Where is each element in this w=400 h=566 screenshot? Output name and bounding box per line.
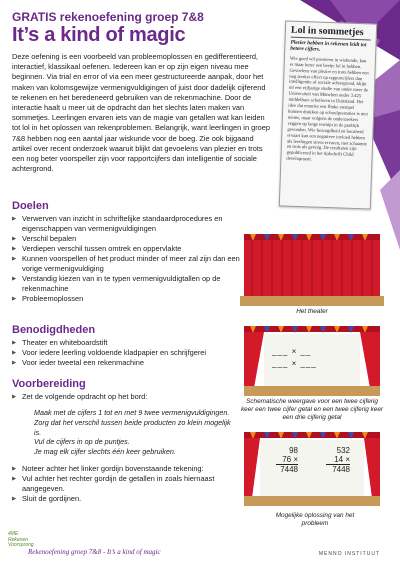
solution-right-mid: 14 × (326, 455, 350, 465)
solution-left-top: 98 (289, 446, 298, 455)
quote-line: Maak met de cijfers 1 tot en met 9 twee vermenigvuldigingen. (34, 408, 230, 417)
theater-solution-figure (240, 428, 384, 508)
benodigdheden-list (12, 338, 232, 368)
list-item: ▶ Voor ieder tweetal een rekenmachine (12, 358, 232, 368)
footer-brand: MENNO INSTITUUT (318, 551, 380, 557)
intro-paragraph: Deze oefening is een voorbeeld van probleemoplossen en gedifferentieerd, interactief, klassikaal oefenen. Iedereen kan er op zijn eigen niveau mee beginnen. Via trial en error of via een meer gestructureerde aanpak, door het maken van kolomsgewijze vermenigvuldigingen of juist door dadelijk cijferend te rekenen en het beredeneerd gebruiken van de rekenmachine. Door de interactie haalt u meer uit de opdracht dan het slechts laten maken van sommetjes. Leerlingen ervaren iets van de magie van getallen wat kan leiden tot lol in het oplossen van rekenproblemen. Belangrijk, want leerlingen in groep 7&8 hebben nog een aantal jaar wiskunde voor de boeg. Zie ook bijgaand artikel over recent onderzoek waaruit blijkt dat gevoelens van plezier en trots een nog beter voorspeller zijn voor rapportcijfers dan intelligentie of sociale achtergrond. (12, 52, 271, 174)
brand-logo: 4ME Rekenen Voorsprong (8, 531, 34, 548)
heading-voorbereiding: Voorbereiding (12, 378, 86, 390)
solution-left-mid: 76 × (276, 455, 298, 465)
board-left-bottom: ___ × ___ (272, 359, 317, 368)
news-body: Wie goed wil presteren in wiskunde, kan er maar beter een beetje lol in hebben. Gevoelens van plezier en trots hebben een nog sterker effect op rapportcijfers dan intelligentie of sociale achtergrond, blijkt uit een vijfjarige studie van onder meer de Universiteit van München onder 3.425 middelbare scholieren in Duitsland. Het idee dat emoties een flinke stempel kunnen drukken op schoolprestaties is niet nieuw, maar volgens de onderzoekers zeggen op lange termijn in de praktijk gevonden. Wie bezorgdheid en boosheid ervaart kan een negatieve invloed hebben als leerlingen stress ervaren, met schaamte en trots als gevolg. De resultaten zijn gepubliceerd in het tijdschrift Child development. (286, 56, 369, 163)
list-item: ▶ Zet de volgende opdracht op het bord: (12, 392, 232, 402)
caption-schematic: Schematische weergave voor een twee cijferig keer een twee cijfer getal en een twee cijferig keer een drie cijferig getal (240, 398, 384, 421)
solution-right-top: 532 (336, 446, 350, 455)
page-kicker: GRATIS rekenoefening groep 7&8 (12, 10, 204, 24)
heading-doelen: Doelen (12, 200, 49, 212)
list-item: ▶ Theater en whiteboardstift (12, 338, 232, 348)
doelen-list (12, 214, 242, 304)
page-title: It’s a kind of magic (12, 24, 186, 46)
voorbereiding-list (12, 392, 232, 402)
heading-benodigdheden: Benodigdheden (12, 324, 96, 336)
footer-title: Rekenoefening groep 7&8 - It’s a kind of magic (28, 548, 161, 556)
quote-line: Zorg dat het verschil tussen beide producten zo klein mogelijk is. (34, 417, 231, 437)
quote-line: Je mag elk cijfer slechts één keer gebruiken. (34, 447, 176, 457)
list-item: ▶ Verstandig kiezen van in te typen vermenigvuldigtallen op de rekenmachine (12, 274, 242, 294)
list-item: ▶ Kunnen voorspellen of het product minder of meer zal zijn dan een vorige vermenigvuldiging (12, 254, 242, 274)
list-item: ▶ Voor iedere leerling voldoende kladpapier en schrijfgerei (12, 348, 232, 358)
theater-closed-figure (240, 228, 384, 308)
list-item: ▶ Probleemoplossen (12, 294, 242, 304)
news-clipping (279, 20, 377, 209)
caption-solution: Mogelijke oplossing van het probleem (275, 512, 355, 527)
news-title: Lol in sommetjes (291, 25, 371, 41)
list-item: ▶ Verdiepen verschil tussen omtrek en oppervlakte (12, 244, 242, 254)
assignment-quote (34, 408, 234, 457)
caption-theater: Het theater (296, 308, 328, 315)
board-left-top: ___ × __ (272, 347, 312, 356)
list-item: ▶ Sluit de gordijnen. (12, 494, 232, 504)
voorbereiding-list-2 (12, 464, 232, 504)
solution-right-result: 7448 (332, 465, 350, 474)
list-item: ▶ Vul achter het rechter gordijn de getallen in zoals hiernaast aangegeven. (12, 474, 232, 494)
list-item: ▶ Verwerven van inzicht in schriftelijke standaardprocedures en eigenschappen van vermenigvuldigingen (12, 214, 242, 234)
solution-left (276, 446, 298, 474)
solution-right (326, 446, 350, 474)
news-subtitle: Plezier hebben in rekenen leidt tot betere cijfers. (290, 39, 367, 54)
solution-left-result: 7448 (280, 465, 298, 474)
quote-line: Vul de cijfers in op de puntjes. (34, 437, 130, 447)
list-item: ▶ Noteer achter het linker gordijn bovenstaande tekening: (12, 464, 232, 474)
list-item: ▶ Verschil bepalen (12, 234, 242, 244)
